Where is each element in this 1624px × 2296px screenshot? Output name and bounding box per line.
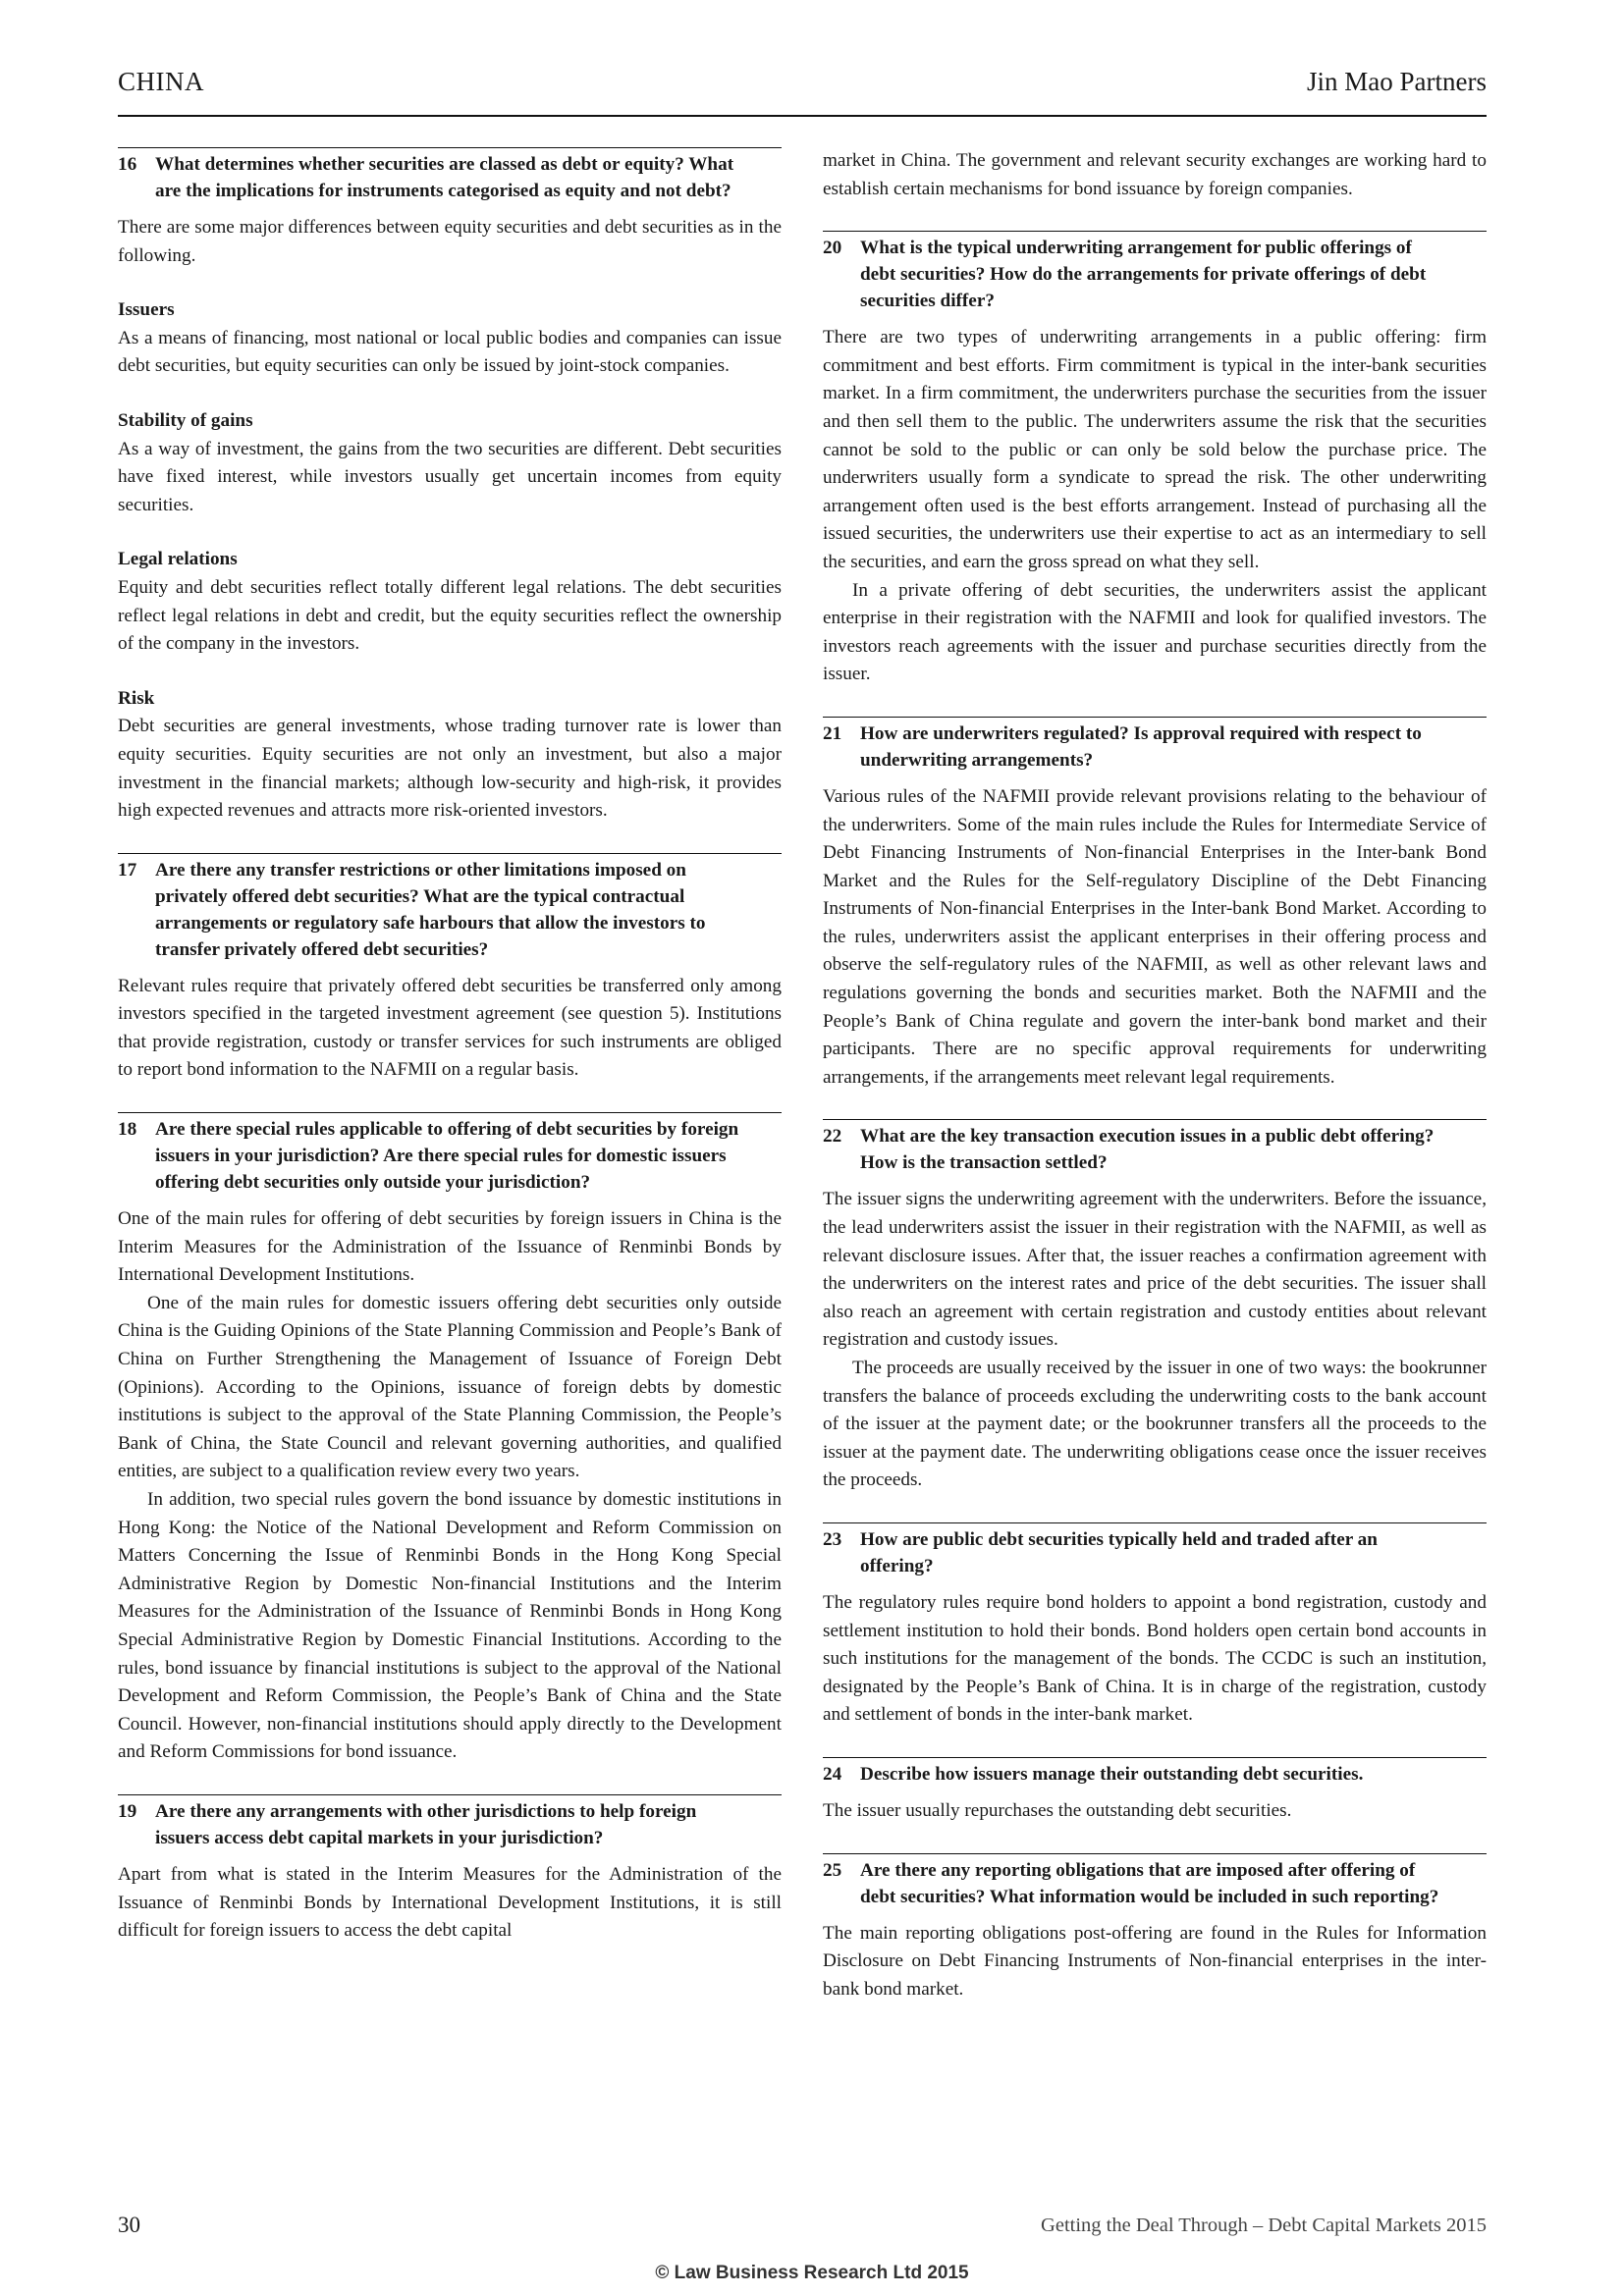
left-column	[118, 147, 782, 1946]
firm-name-header: Jin Mao Partners	[1307, 67, 1487, 96]
question-number: 19	[118, 1800, 137, 1822]
question-number: 16	[118, 154, 137, 175]
question-23-heading	[823, 1522, 1487, 1579]
paragraph: The main reporting obligations post-offering are found in the Rules for Information Disclosure on Debt Financing Instruments of Non-financial enterprises in the inter-bank bond market.	[823, 1922, 1487, 2000]
paragraph: Debt securities are general investments, whose trading turnover rate is lower than equity securities. Equity securities are not only an investment, but also a major investment in the financial markets; although low-security and high-risk, it provides high expected revenues and attracts more risk-oriented investors.	[118, 716, 782, 822]
copyright-notice: © Law Business Research Ltd 2015	[655, 2263, 969, 2283]
header-rule	[118, 115, 1487, 117]
paragraph: In addition, two special rules govern the bond issuance by domestic institutions in Hong Kong: the Notice of the National Development and Reform Commission on Matters Concerning the Issue of Renminbi Bonds in the Hong Kong Special Administrative Region by Domestic Non-financial Institutions and the Interim Measures for the Administration of the Issuance of Renminbi Bonds in Hong Kong Special Administrative Region by Domestic Financial Institutions. According to the rules, bond issuance by financial institutions is subject to the approval of the National Development and Reform Commission, the People’s Bank of China and the State Council. However, non-financial institutions should apply directly to the Development and Reform Commissions for bond issuance.	[118, 1489, 782, 1763]
question-title: How are underwriters regulated? Is approval required with respect to underwriting arrangements?	[860, 722, 1422, 771]
paragraph: There are some major differences between equity securities and debt securities as in the following.	[118, 217, 782, 266]
question-number: 22	[823, 1126, 842, 1148]
right-column	[823, 147, 1487, 2003]
question-18-heading	[118, 1112, 782, 1196]
question-title: What are the key transaction execution issues in a public debt offering? How is the transaction settled?	[860, 1126, 1435, 1174]
question-title: Are there any arrangements with other jurisdictions to help foreign issuers access debt capital markets in your jurisdiction?	[155, 1800, 697, 1848]
paragraph: market in China. The government and relevant security exchanges are working hard to establish certain mechanisms for bond issuance by foreign companies.	[823, 150, 1487, 199]
publication-title: Getting the Deal Through – Debt Capital Markets 2015	[1041, 2215, 1487, 2236]
paragraph: The regulatory rules require bond holders to appoint a bond registration, custody and settlement institution to hold their bonds. Bond holders open certain bond accounts in such institutions for the management of the bonds. The CCDC is such an institution, designated by the People’s Bank of China. It is in charge of the registration, custody and settlement of bonds in the inter-bank market.	[823, 1591, 1487, 1726]
paragraph: The proceeds are usually received by the issuer in one of two ways: the bookrunner transfers the balance of proceeds excluding the underwriting costs to the bank account of the issuer at the payment date; or the bookrunner transfers all the proceeds to the issuer at the payment date. The underwriting obligations cease once the issuer receives the proceeds.	[823, 1358, 1487, 1491]
question-number: 20	[823, 238, 842, 259]
question-title: What is the typical underwriting arrangement for public offerings of debt securities? How do the arrangements for private offerings of debt securities differ?	[860, 238, 1427, 312]
page-number: 30	[118, 2213, 140, 2237]
paragraph: One of the main rules for domestic issuers offering debt securities only outside China is the Guiding Opinions of the State Planning Commission and People’s Bank of China on Further Strengthening the Management of Issuance of Foreign Debt (Opinions). According to the Opinions, issuance of foreign debts by domestic institutions is subject to the approval of the State Planning Commission, the People’s Bank of China, the State Council and relevant governing authorities, and qualified entities, are subject to a qualification review every two years.	[118, 1292, 782, 1482]
question-title: What determines whether securities are classed as debt or equity? What are the implications for instruments categorised as equity and not debt?	[155, 154, 734, 201]
question-19-heading	[118, 1794, 782, 1851]
question-20-heading	[823, 231, 1487, 314]
subheading-stability-of-gains: Stability of gains	[118, 409, 253, 431]
subheading-issuers: Issuers	[118, 299, 175, 321]
question-number: 23	[823, 1528, 842, 1550]
paragraph: There are two types of underwriting arrangements in a public offering: firm commitment and best efforts. Firm commitment is typical in the inter-bank securities market. In a firm commitment, the underwriters purchase the securities from the issuer and then sell them to the public. The underwriters assume the risk that the securities cannot be sold to the public or can only be sold below the purchase price. The underwriters usually form a syndicate to spread the risk. The other underwriting arrangement often used is the best efforts arrangement. Instead of purchasing all the issued securities, the underwriters use their expertise to act as an intermediary to sell the securities, and earn the gross spread on what they sell.	[823, 327, 1487, 572]
question-title: Are there special rules applicable to offering of debt securities by foreign issuers in your jurisdiction? Are there special rules for domestic issuers offering debt securities only outside your jurisdiction?	[155, 1119, 739, 1194]
question-25-heading	[823, 1853, 1487, 1910]
question-title: How are public debt securities typically held and traded after an offering?	[860, 1528, 1378, 1576]
question-22-heading	[823, 1119, 1487, 1176]
paragraph: In a private offering of debt securities, the underwriters assist the applicant enterprise in their registration with the NAFMII and look for qualified investors. The investors reach agreements with the issuer and purchase securities directly from the issuer.	[823, 579, 1487, 685]
question-number: 17	[118, 859, 137, 881]
paragraph: The issuer signs the underwriting agreement with the underwriters. Before the issuance, the lead underwriters assist the issuer in their registration with the NAFMII, as well as relevant disclosure issues. After that, the issuer reaches a confirmation agreement with the underwriters on the interest rates and price of the debt securities. The issuer shall also reach an agreement with certain registration and custody entities about relevant registration and custody issues.	[823, 1189, 1487, 1351]
question-number: 24	[823, 1763, 842, 1785]
paragraph: As a means of financing, most national or local public bodies and companies can issue debt securities, but equity securities can only be issued by joint-stock companies.	[118, 327, 782, 377]
paragraph: One of the main rules for offering of debt securities by foreign issuers in China is the Interim Measures for the Administration of the Issuance of Renminbi Bonds by International Development Institutions.	[118, 1208, 782, 1286]
question-title: Describe how issuers manage their outstanding debt securities.	[860, 1763, 1364, 1785]
paragraph: As a way of investment, the gains from the two securities are different. Debt securities have fixed interest, while investors usually get uncertain incomes from equity securities.	[118, 438, 782, 515]
country-header: CHINA	[118, 67, 204, 96]
question-number: 25	[823, 1859, 842, 1881]
paragraph: Equity and debt securities reflect totally different legal relations. The debt securities reflect legal relations in debt and credit, but the equity securities reflect the ownership of the company in the investors.	[118, 576, 782, 655]
question-number: 21	[823, 722, 842, 744]
question-17-heading	[118, 853, 782, 963]
question-number: 18	[118, 1119, 137, 1141]
question-21-heading	[823, 717, 1487, 774]
question-title: Are there any transfer restrictions or other limitations imposed on privately offered debt securities? What are the typical contractual arrangements or regulatory safe harbours that allow the investors to transfer privately offered debt securities?	[155, 859, 706, 960]
paragraph: The issuer usually repurchases the outstanding debt securities.	[823, 1799, 1292, 1821]
subheading-legal-relations: Legal relations	[118, 549, 238, 570]
question-24-heading	[823, 1757, 1487, 1788]
paragraph: Apart from what is stated in the Interim Measures for the Administration of the Issuance of Renminbi Bonds by International Development Institutions, it is still difficult for foreign issuers to access the debt capital	[118, 1863, 782, 1942]
question-title: Are there any reporting obligations that are imposed after offering of debt securities? What information would be included in such reporting?	[860, 1859, 1439, 1907]
paragraph: Relevant rules require that privately offered debt securities be transferred only among investors specified in the targeted investment agreement (see question 5). Institutions that provide registration, custody or transfer services for such instruments are obliged to report bond information to the NAFMII on a regular basis.	[118, 975, 782, 1081]
question-16-heading	[118, 147, 782, 204]
paragraph: Various rules of the NAFMII provide relevant provisions relating to the behaviour of the underwriters. Some of the main rules include the Rules for Intermediate Service of Debt Financing Instruments of Non-financial Enterprises in the Inter-bank Bond Market and the Rules for the Self-regulatory Discipline of the Debt Financing Instruments of Non-financial Enterprises in the Inter-bank Bond Market. According to the rules, underwriters assist the applicant enterprises in their offering process and observe the self-regulatory rules of the NAFMII, as well as other relevant laws and regulations governing the bonds and securities market. Both the NAFMII and the People’s Bank of China regulate and govern the inter-bank bond market and their participants. There are no specific approval requirements for underwriting arrangements, if the arrangements meet relevant legal requirements.	[823, 785, 1487, 1088]
subheading-risk: Risk	[118, 687, 155, 709]
